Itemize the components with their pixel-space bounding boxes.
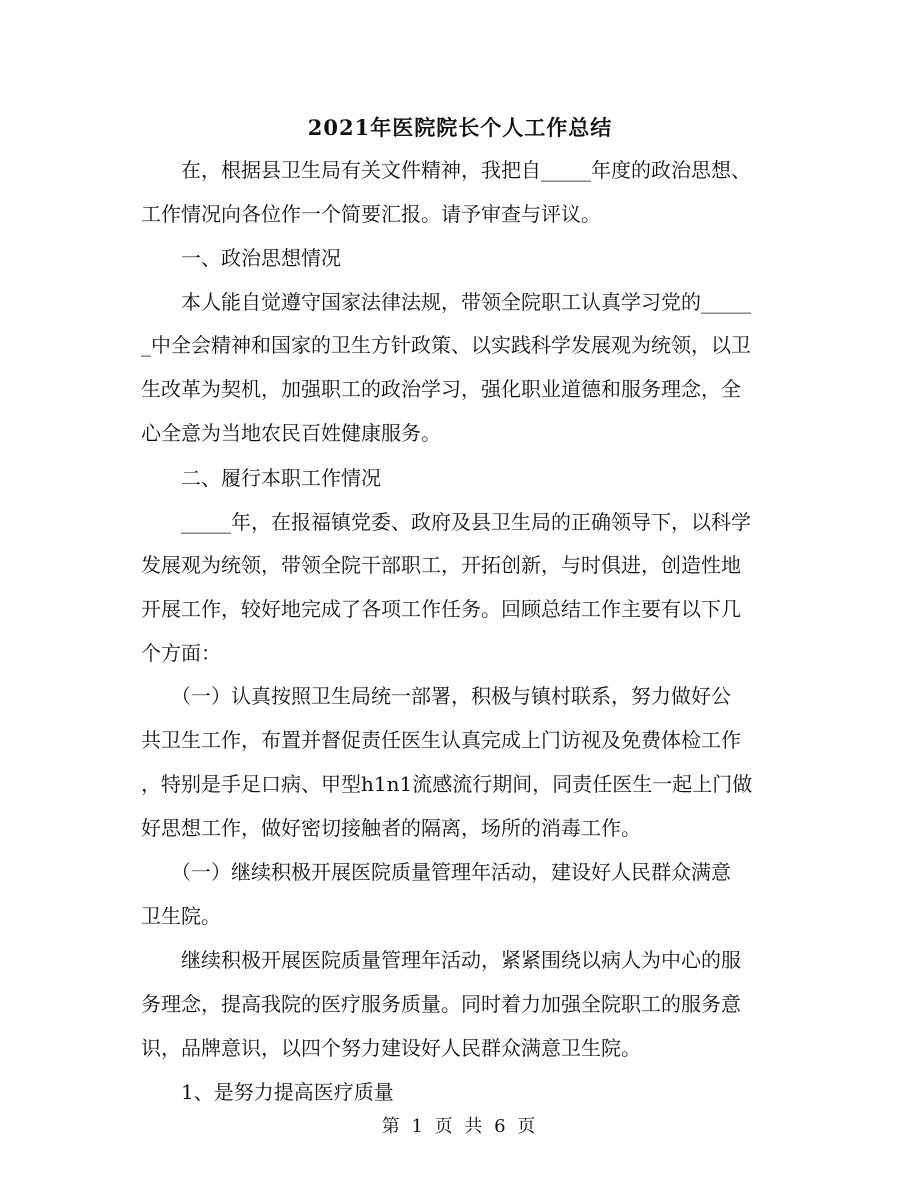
body-line: 一、政治思想情况 xyxy=(141,246,341,270)
body-line: ，特别是手足口病、甲型h1n1流感流行期间，同责任医生一起上门做 xyxy=(141,772,753,796)
body-line: 共卫生工作，布置并督促责任医生认真完成上门访视及免费体检工作 xyxy=(141,728,741,752)
body-line: 在，根据县卫生局有关文件精神，我把自_____年度的政治思想、 xyxy=(141,158,751,182)
body-line: 务理念，提高我院的医疗服务质量。同时着力加强全院职工的服务意 xyxy=(141,992,741,1016)
body-line: 二、履行本职工作情况 xyxy=(141,466,381,490)
body-line: _中全会精神和国家的卫生方针政策、以实践科学发展观为统领，以卫 xyxy=(141,333,751,357)
body-line: 工作情况向各位作一个简要汇报。请予审查与评议。 xyxy=(141,202,601,226)
body-line: 识，品牌意识，以四个努力建设好人民群众满意卫生院。 xyxy=(141,1036,641,1060)
body-line: 1、是努力提高医疗质量 xyxy=(141,1080,394,1104)
body-line: _____年，在报福镇党委、政府及县卫生局的正确领导下，以科学 xyxy=(141,510,751,534)
body-line: 本人能自觉遵守国家法律法规，带领全院职工认真学习党的_____ xyxy=(141,290,751,314)
page-footer: 第 1 页 共 6 页 xyxy=(381,1116,539,1137)
body-line: （一）继续积极开展医院质量管理年活动，建设好人民群众满意 xyxy=(141,860,731,884)
body-line: （一）认真按照卫生局统一部署，积极与镇村联系，努力做好公 xyxy=(141,684,731,708)
body-line: 好思想工作，做好密切接触者的隔离，场所的消毒工作。 xyxy=(141,816,641,840)
body-line: 继续积极开展医院质量管理年活动，紧紧围绕以病人为中心的服 xyxy=(141,948,741,972)
body-line: 生改革为契机，加强职工的政治学习，强化职业道德和服务理念，全 xyxy=(141,377,741,401)
body-line: 开展工作，较好地完成了各项工作任务。回顾总结工作主要有以下几 xyxy=(141,597,741,621)
body-line: 卫生院。 xyxy=(141,904,221,928)
body-line: 个方面： xyxy=(141,641,221,665)
body-line: 发展观为统领，带领全院干部职工，开拓创新，与时俱进，创造性地 xyxy=(141,553,741,577)
document-title: 2021年医院院长个人工作总结 xyxy=(307,115,613,140)
body-line: 心全意为当地农民百姓健康服务。 xyxy=(141,421,441,445)
